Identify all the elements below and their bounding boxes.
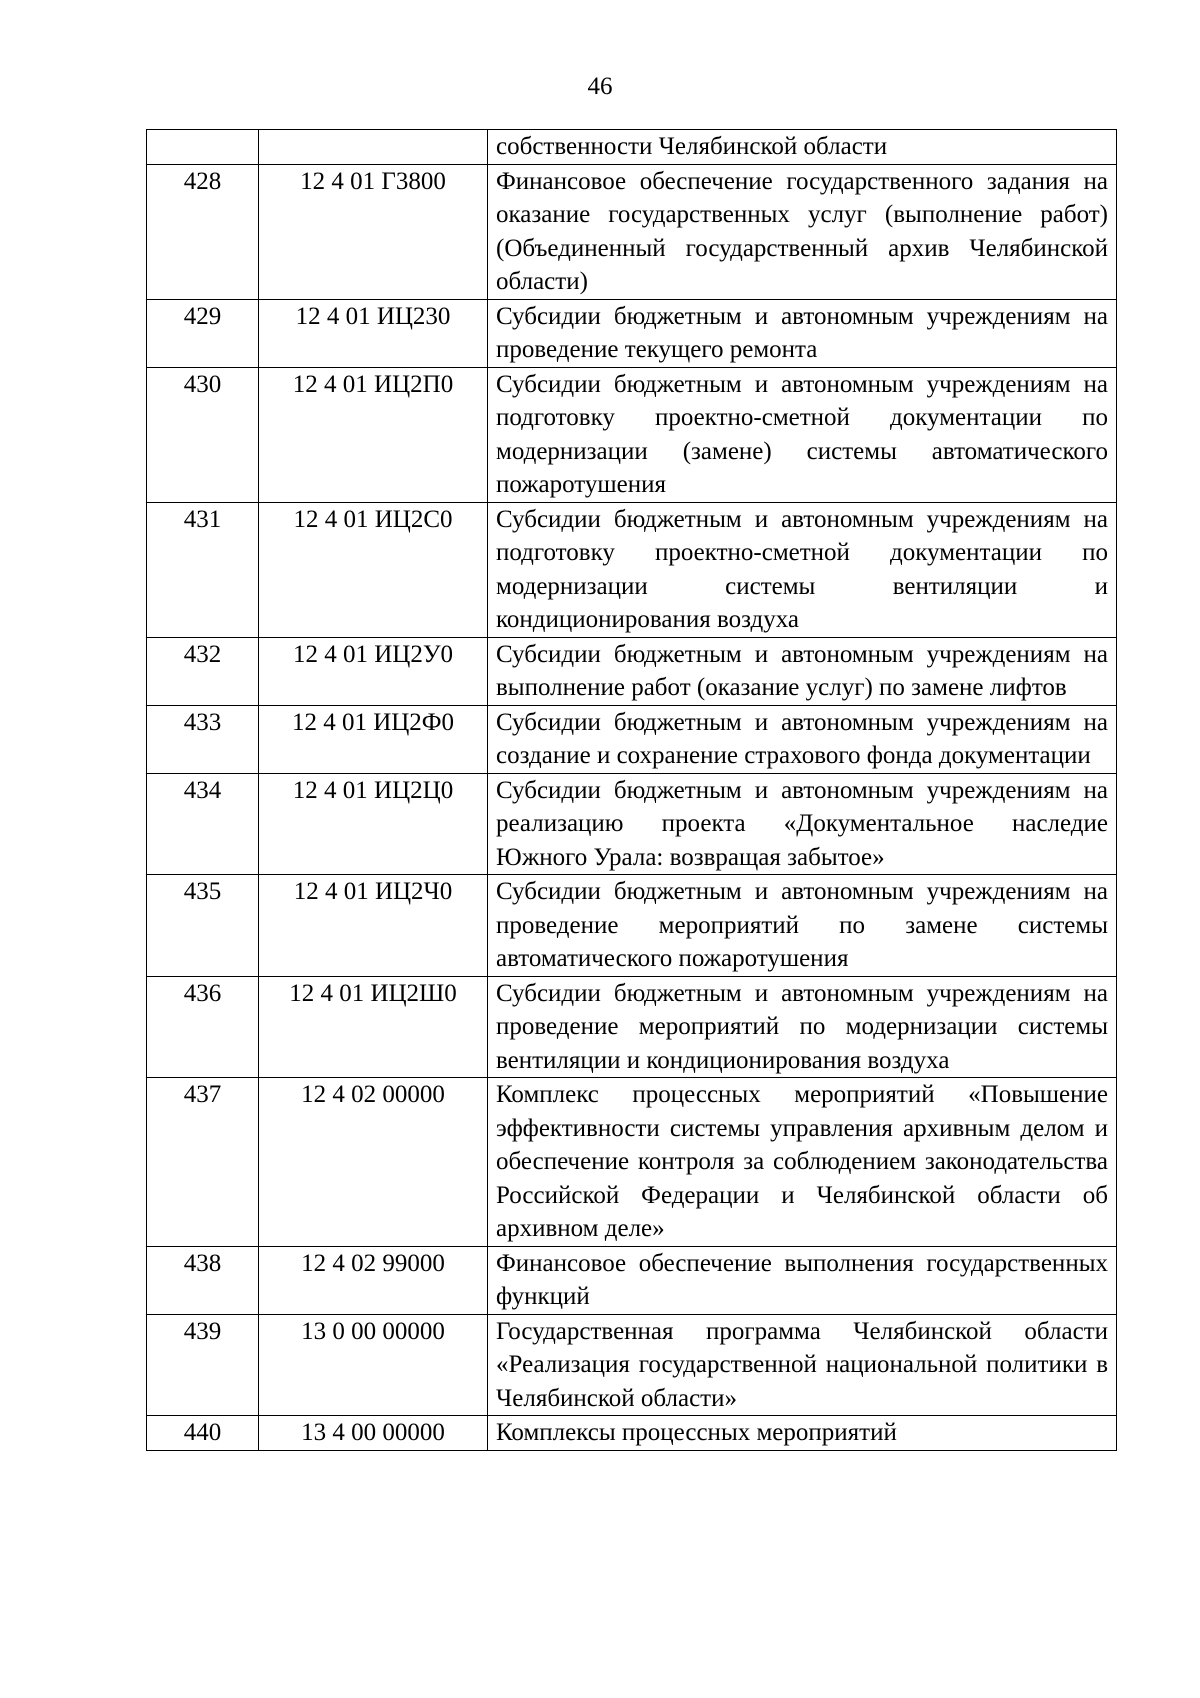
row-number-cell: 428 [147,164,259,299]
table-row [147,367,1117,502]
row-number-cell: 435 [147,875,259,977]
expense-name-cell: Субсидии бюджетным и автономным учреждениям на проведение текущего ремонта [488,299,1117,367]
expense-name-cell: Комплекс процессных мероприятий «Повышение эффективности системы управления архивным делом и обеспечение контроля за соблюдением законодательства Российской Федерации и Челябинской области об архивном деле» [488,1078,1117,1247]
table-row [147,299,1117,367]
row-number-cell: 437 [147,1078,259,1247]
expense-name-cell: Субсидии бюджетным и автономным учреждениям на проведение мероприятий по модернизации системы вентиляции и кондиционирования воздуха [488,976,1117,1078]
row-number-cell: 434 [147,773,259,875]
table-row [147,976,1117,1078]
table-row [147,705,1117,773]
classification-code-cell: 12 4 02 00000 [259,1078,488,1247]
table-row [147,637,1117,705]
classification-code-cell: 13 0 00 00000 [259,1314,488,1416]
expense-name-cell: Субсидии бюджетным и автономным учреждениям на проведение мероприятий по замене системы автоматического пожаротушения [488,875,1117,977]
table-row [147,164,1117,299]
classification-code-cell: 12 4 02 99000 [259,1246,488,1314]
expense-name-cell: Комплексы процессных мероприятий [488,1416,1117,1451]
expense-name-cell: Финансовое обеспечение выполнения государственных функций [488,1246,1117,1314]
row-number-cell: 431 [147,502,259,637]
classification-code-cell: 12 4 01 ИЦ2Ф0 [259,705,488,773]
classification-code-cell: 12 4 01 ИЦ2У0 [259,637,488,705]
table-row [147,1078,1117,1247]
expense-name-cell: Субсидии бюджетным и автономным учреждениям на выполнение работ (оказание услуг) по замене лифтов [488,637,1117,705]
table-row [147,1314,1117,1416]
expense-name-cell: Субсидии бюджетным и автономным учреждениям на создание и сохранение страхового фонда документации [488,705,1117,773]
expense-name-cell: Субсидии бюджетным и автономным учреждениям на подготовку проектно-сметной документации по модернизации системы вентиляции и кондиционирования воздуха [488,502,1117,637]
row-number-cell: 432 [147,637,259,705]
table-row [147,875,1117,977]
classification-code-cell: 12 4 01 ИЦ2С0 [259,502,488,637]
classification-code-cell: 13 4 00 00000 [259,1416,488,1451]
expense-name-cell: собственности Челябинской области [488,130,1117,165]
expense-name-cell: Субсидии бюджетным и автономным учреждениям на реализацию проекта «Документальное наследие Южного Урала: возвращая забытое» [488,773,1117,875]
table-row [147,1416,1117,1451]
row-number-cell: 436 [147,976,259,1078]
table-row [147,502,1117,637]
classification-code-cell: 12 4 01 ИЦ2П0 [259,367,488,502]
classification-code-cell: 12 4 01 ИЦ2Ш0 [259,976,488,1078]
row-number-cell: 438 [147,1246,259,1314]
table-row [147,130,1117,165]
row-number-cell: 429 [147,299,259,367]
expense-name-cell: Субсидии бюджетным и автономным учреждениям на подготовку проектно-сметной документации по модернизации (замене) системы автоматического пожаротушения [488,367,1117,502]
row-number-cell: 440 [147,1416,259,1451]
classification-code-cell: 12 4 01 ИЦ230 [259,299,488,367]
row-number-cell: 430 [147,367,259,502]
classification-code-cell: 12 4 01 ИЦ2Ц0 [259,773,488,875]
table-body [147,130,1117,1451]
expense-name-cell: Финансовое обеспечение государственного задания на оказание государственных услуг (выполнение работ) (Объединенный государственный архив Челябинской области) [488,164,1117,299]
budget-classification-table [146,129,1117,1451]
page-number: 46 [587,73,613,100]
expense-name-cell: Государственная программа Челябинской области «Реализация государственной национальной политики в Челябинской области» [488,1314,1117,1416]
row-number-cell [147,130,259,165]
table-row [147,1246,1117,1314]
row-number-cell: 433 [147,705,259,773]
classification-code-cell: 12 4 01 ИЦ2Ч0 [259,875,488,977]
classification-code-cell [259,130,488,165]
classification-code-cell: 12 4 01 Г3800 [259,164,488,299]
row-number-cell: 439 [147,1314,259,1416]
table-row [147,773,1117,875]
